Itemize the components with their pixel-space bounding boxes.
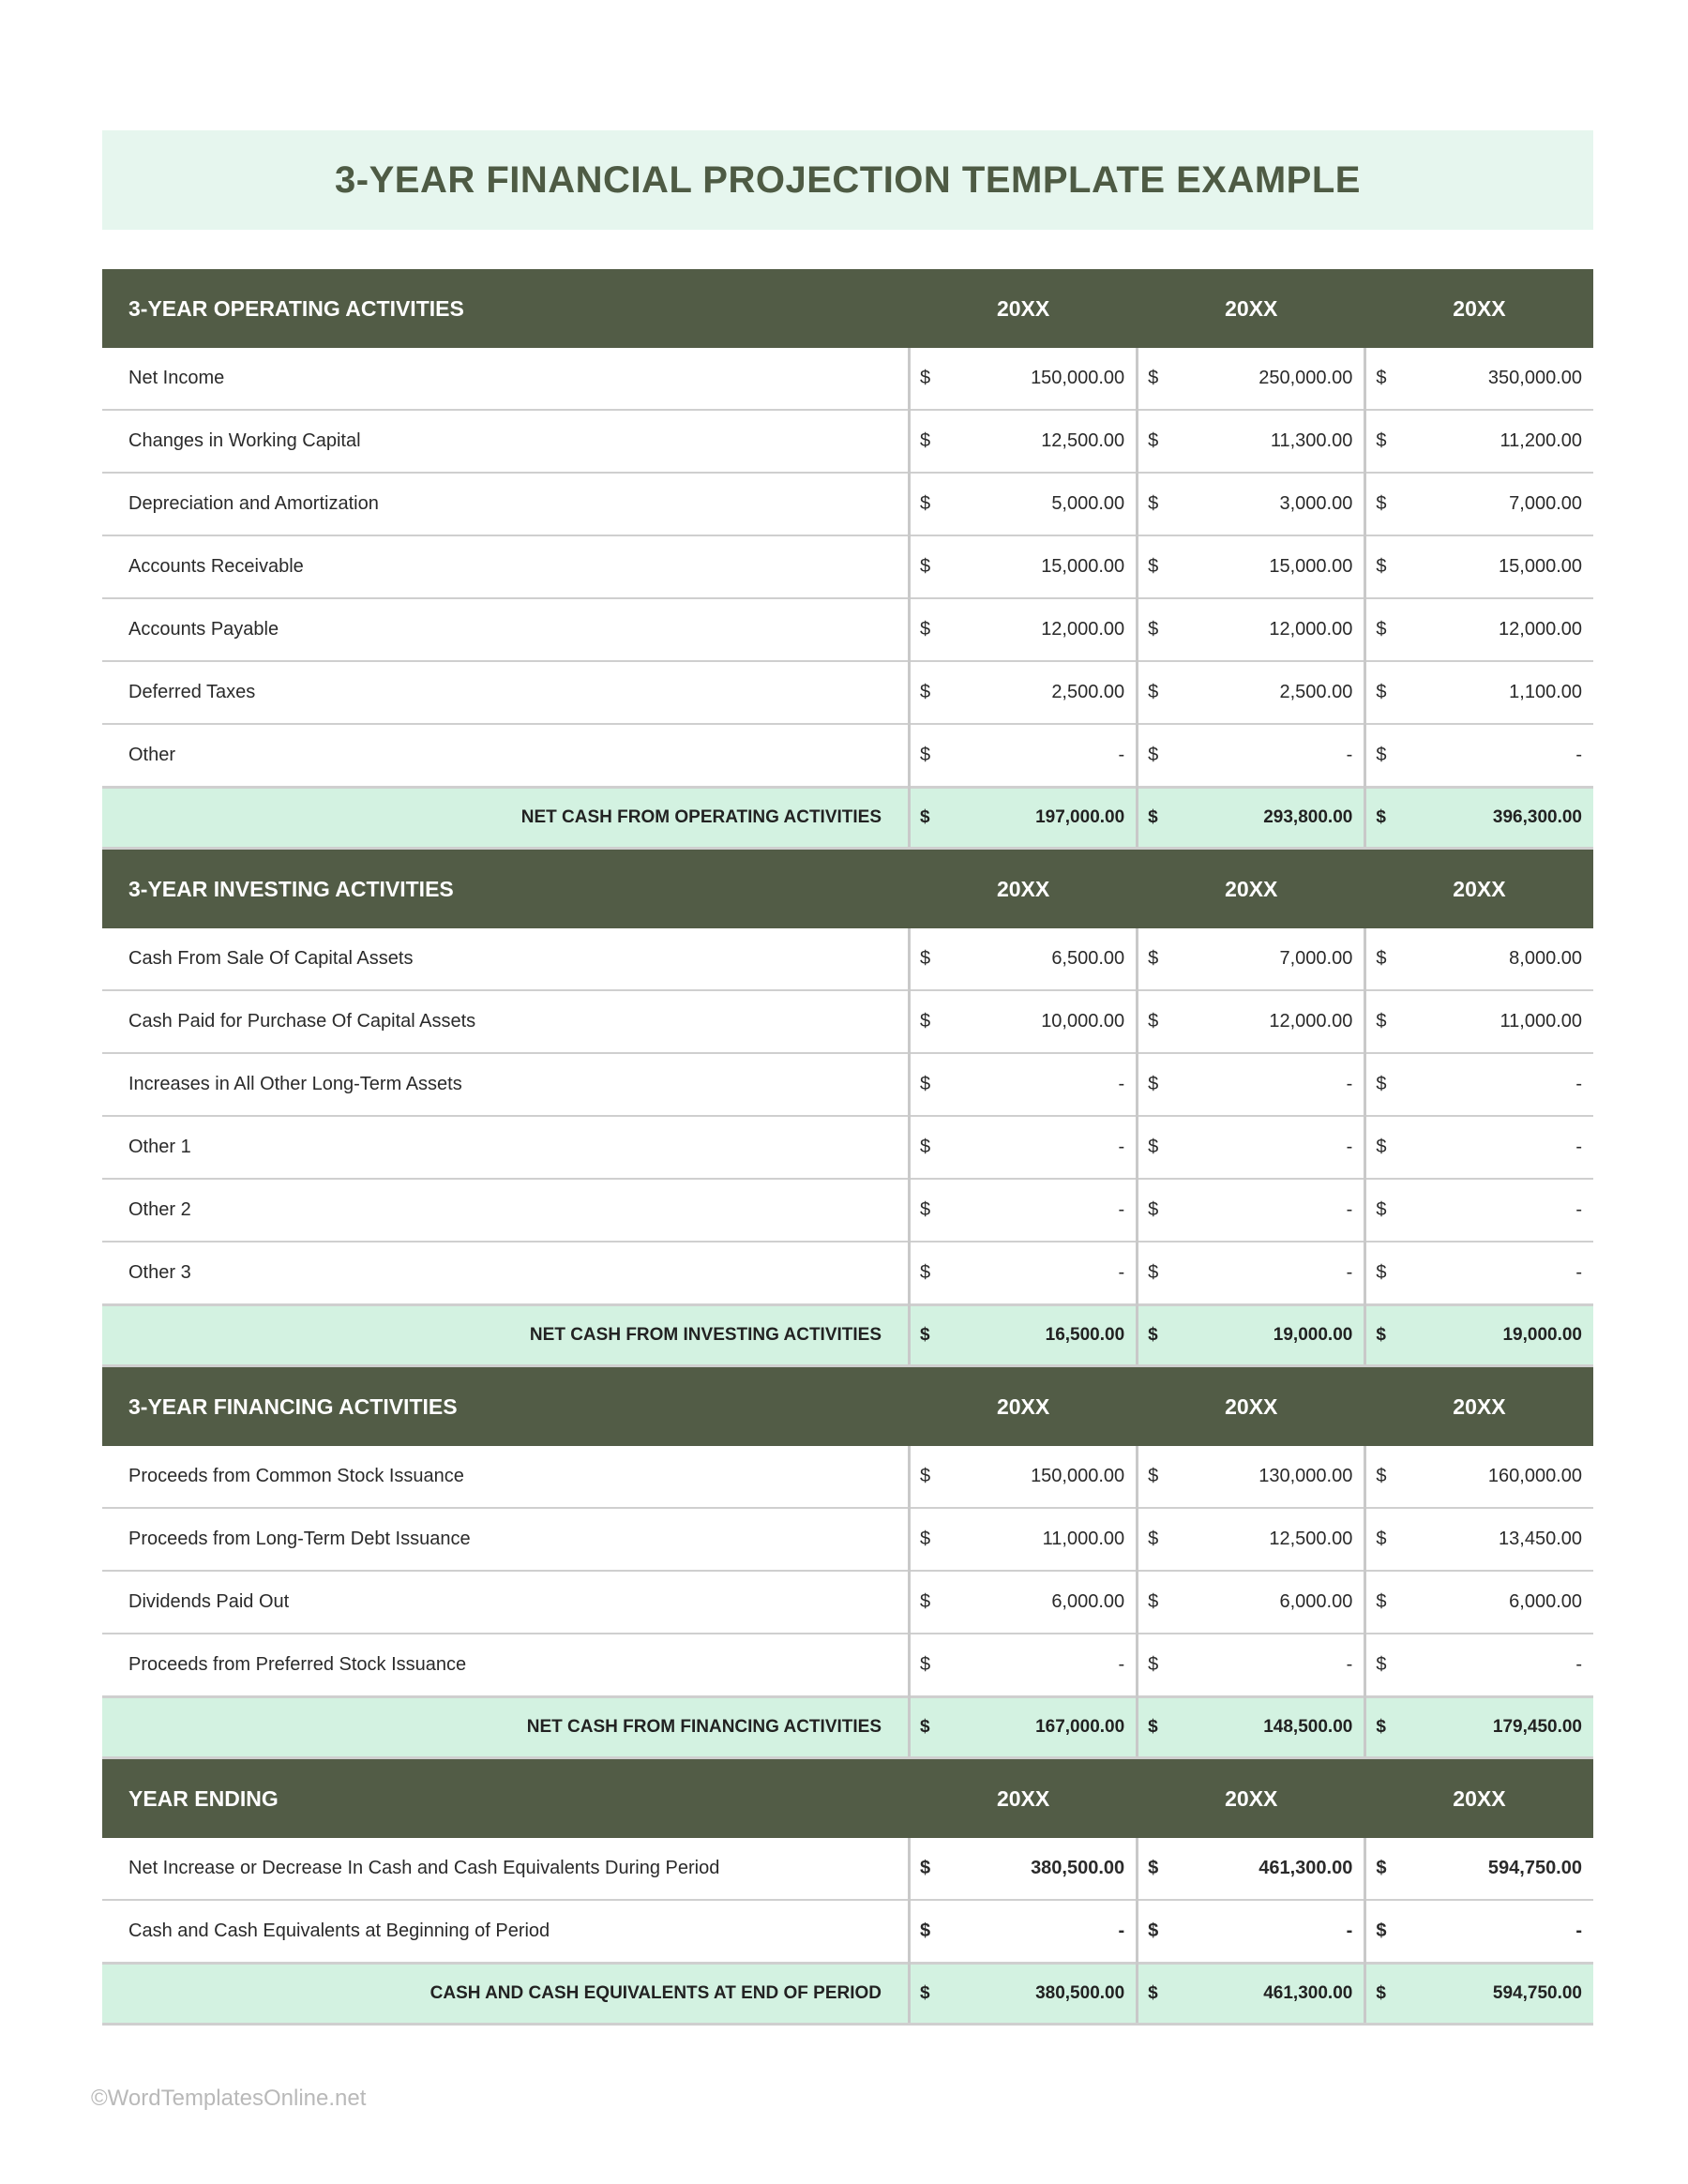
amount-cell: 15,000.00 — [1392, 535, 1593, 598]
currency-symbol: $ — [1365, 1305, 1392, 1366]
amount-cell: 12,000.00 — [1164, 990, 1365, 1053]
currency-symbol: $ — [1365, 661, 1392, 724]
currency-symbol: $ — [910, 1446, 936, 1508]
amount-cell: 12,000.00 — [1164, 598, 1365, 661]
row-label: Net Increase or Decrease In Cash and Cash Equivalents During Period — [102, 1838, 910, 1900]
row-label: Other 3 — [102, 1242, 910, 1305]
currency-symbol: $ — [1365, 1697, 1392, 1758]
total-amount-cell: 461,300.00 — [1164, 1964, 1365, 2025]
currency-symbol: $ — [1138, 1179, 1164, 1242]
currency-symbol: $ — [910, 1242, 936, 1305]
currency-symbol: $ — [910, 928, 936, 990]
row-label: Cash and Cash Equivalents at Beginning of Period — [102, 1900, 910, 1964]
year-column-heading: 20XX — [1138, 1366, 1365, 1447]
row-label: Proceeds from Long-Term Debt Issuance — [102, 1508, 910, 1571]
table-row — [102, 1116, 1593, 1179]
currency-symbol: $ — [1138, 1242, 1164, 1305]
currency-symbol: $ — [1138, 1634, 1164, 1697]
currency-symbol: $ — [1365, 1634, 1392, 1697]
currency-symbol: $ — [910, 788, 936, 849]
amount-cell: 11,200.00 — [1392, 410, 1593, 473]
amount-cell: - — [936, 1634, 1138, 1697]
year-column-heading: 20XX — [1365, 849, 1593, 929]
amount-cell: 6,000.00 — [1164, 1571, 1365, 1634]
amount-cell: - — [1392, 1179, 1593, 1242]
total-row — [102, 1964, 1593, 2025]
currency-symbol: $ — [910, 1179, 936, 1242]
row-label: Increases in All Other Long-Term Assets — [102, 1053, 910, 1116]
total-amount-cell: 167,000.00 — [936, 1697, 1138, 1758]
amount-cell: - — [1392, 1053, 1593, 1116]
amount-cell: - — [1392, 1900, 1593, 1964]
currency-symbol: $ — [910, 1116, 936, 1179]
row-label: Cash Paid for Purchase Of Capital Assets — [102, 990, 910, 1053]
currency-symbol: $ — [1138, 1900, 1164, 1964]
total-row — [102, 1697, 1593, 1758]
currency-symbol: $ — [1365, 535, 1392, 598]
table-row — [102, 535, 1593, 598]
amount-cell: 6,000.00 — [936, 1571, 1138, 1634]
year-column-heading: 20XX — [1138, 1758, 1365, 1839]
amount-cell: - — [1164, 1053, 1365, 1116]
table-row — [102, 1838, 1593, 1900]
row-label: Other 2 — [102, 1179, 910, 1242]
amount-cell: 6,500.00 — [936, 928, 1138, 990]
currency-symbol: $ — [1365, 1571, 1392, 1634]
amount-cell: 2,500.00 — [936, 661, 1138, 724]
amount-cell: 15,000.00 — [936, 535, 1138, 598]
table-row — [102, 1446, 1593, 1508]
section-header — [102, 269, 1593, 348]
amount-cell: 15,000.00 — [1164, 535, 1365, 598]
amount-cell: 160,000.00 — [1392, 1446, 1593, 1508]
amount-cell: - — [1392, 1242, 1593, 1305]
amount-cell: - — [1164, 1242, 1365, 1305]
year-column-heading: 20XX — [1365, 1366, 1593, 1447]
row-label: Cash From Sale Of Capital Assets — [102, 928, 910, 990]
currency-symbol: $ — [1365, 1964, 1392, 2025]
currency-symbol: $ — [910, 1838, 936, 1900]
currency-symbol: $ — [1365, 1179, 1392, 1242]
currency-symbol: $ — [910, 1053, 936, 1116]
currency-symbol: $ — [1138, 724, 1164, 788]
total-amount-cell: 19,000.00 — [1392, 1305, 1593, 1366]
amount-cell: - — [936, 1053, 1138, 1116]
section-heading: 3-YEAR INVESTING ACTIVITIES — [102, 849, 910, 929]
year-column-heading: 20XX — [1365, 269, 1593, 348]
amount-cell: - — [1164, 1179, 1365, 1242]
currency-symbol: $ — [1138, 598, 1164, 661]
amount-cell: 130,000.00 — [1164, 1446, 1365, 1508]
amount-cell: 150,000.00 — [936, 1446, 1138, 1508]
currency-symbol: $ — [1365, 928, 1392, 990]
section-heading: YEAR ENDING — [102, 1758, 910, 1839]
currency-symbol: $ — [1138, 661, 1164, 724]
currency-symbol: $ — [1138, 1305, 1164, 1366]
amount-cell: 6,000.00 — [1392, 1571, 1593, 1634]
section-heading: 3-YEAR FINANCING ACTIVITIES — [102, 1366, 910, 1447]
amount-cell: 10,000.00 — [936, 990, 1138, 1053]
currency-symbol: $ — [910, 990, 936, 1053]
amount-cell: 11,000.00 — [936, 1508, 1138, 1571]
amount-cell: - — [1392, 1634, 1593, 1697]
currency-symbol: $ — [1365, 1446, 1392, 1508]
table-row — [102, 1634, 1593, 1697]
currency-symbol: $ — [1365, 1508, 1392, 1571]
total-label: NET CASH FROM OPERATING ACTIVITIES — [102, 788, 910, 849]
currency-symbol: $ — [910, 1508, 936, 1571]
amount-cell: - — [936, 1116, 1138, 1179]
row-label: Proceeds from Common Stock Issuance — [102, 1446, 910, 1508]
amount-cell: 12,500.00 — [936, 410, 1138, 473]
table-row — [102, 410, 1593, 473]
currency-symbol: $ — [1365, 1053, 1392, 1116]
total-amount-cell: 197,000.00 — [936, 788, 1138, 849]
currency-symbol: $ — [910, 473, 936, 535]
currency-symbol: $ — [910, 724, 936, 788]
amount-cell: 12,500.00 — [1164, 1508, 1365, 1571]
total-row — [102, 788, 1593, 849]
currency-symbol: $ — [1365, 348, 1392, 410]
row-label: Other 1 — [102, 1116, 910, 1179]
table-row — [102, 661, 1593, 724]
footer-watermark: ©WordTemplatesOnline.net — [91, 2086, 367, 2111]
amount-cell: 150,000.00 — [936, 348, 1138, 410]
currency-symbol: $ — [1138, 1964, 1164, 2025]
year-column-heading: 20XX — [1138, 269, 1365, 348]
amount-cell: - — [1164, 1634, 1365, 1697]
row-label: Dividends Paid Out — [102, 1571, 910, 1634]
table-row — [102, 1242, 1593, 1305]
row-label: Other — [102, 724, 910, 788]
amount-cell: 8,000.00 — [1392, 928, 1593, 990]
year-column-heading: 20XX — [1365, 1758, 1593, 1839]
currency-symbol: $ — [910, 598, 936, 661]
row-label: Accounts Receivable — [102, 535, 910, 598]
table-row — [102, 348, 1593, 410]
section-heading: 3-YEAR OPERATING ACTIVITIES — [102, 269, 910, 348]
currency-symbol: $ — [910, 661, 936, 724]
total-amount-cell: 19,000.00 — [1164, 1305, 1365, 1366]
row-label: Proceeds from Preferred Stock Issuance — [102, 1634, 910, 1697]
amount-cell: 7,000.00 — [1164, 928, 1365, 990]
currency-symbol: $ — [1365, 1116, 1392, 1179]
total-amount-cell: 594,750.00 — [1392, 1964, 1593, 2025]
row-label: Deferred Taxes — [102, 661, 910, 724]
row-label: Changes in Working Capital — [102, 410, 910, 473]
total-amount-cell: 380,500.00 — [936, 1964, 1138, 2025]
amount-cell: - — [936, 1179, 1138, 1242]
amount-cell: 12,000.00 — [1392, 598, 1593, 661]
amount-cell: 11,000.00 — [1392, 990, 1593, 1053]
table-row — [102, 598, 1593, 661]
year-column-heading: 20XX — [910, 1758, 1138, 1839]
currency-symbol: $ — [910, 1964, 936, 2025]
year-column-heading: 20XX — [910, 269, 1138, 348]
amount-cell: 12,000.00 — [936, 598, 1138, 661]
currency-symbol: $ — [910, 535, 936, 598]
amount-cell: 350,000.00 — [1392, 348, 1593, 410]
title-banner — [102, 130, 1593, 230]
section-header — [102, 1366, 1593, 1447]
currency-symbol: $ — [1365, 990, 1392, 1053]
amount-cell: 594,750.00 — [1392, 1838, 1593, 1900]
currency-symbol: $ — [1365, 788, 1392, 849]
amount-cell: 250,000.00 — [1164, 348, 1365, 410]
table-row — [102, 724, 1593, 788]
currency-symbol: $ — [1138, 1053, 1164, 1116]
currency-symbol: $ — [1138, 1116, 1164, 1179]
amount-cell: 3,000.00 — [1164, 473, 1365, 535]
currency-symbol: $ — [910, 1634, 936, 1697]
currency-symbol: $ — [1138, 410, 1164, 473]
amount-cell: 2,500.00 — [1164, 661, 1365, 724]
currency-symbol: $ — [1138, 1571, 1164, 1634]
table-row — [102, 1900, 1593, 1964]
currency-symbol: $ — [1138, 1446, 1164, 1508]
currency-symbol: $ — [1365, 1242, 1392, 1305]
currency-symbol: $ — [1138, 788, 1164, 849]
currency-symbol: $ — [1365, 473, 1392, 535]
total-amount-cell: 396,300.00 — [1392, 788, 1593, 849]
row-label: Accounts Payable — [102, 598, 910, 661]
amount-cell: - — [936, 1900, 1138, 1964]
currency-symbol: $ — [910, 1305, 936, 1366]
total-amount-cell: 293,800.00 — [1164, 788, 1365, 849]
currency-symbol: $ — [1138, 928, 1164, 990]
currency-symbol: $ — [1138, 1838, 1164, 1900]
total-row — [102, 1305, 1593, 1366]
year-column-heading: 20XX — [910, 849, 1138, 929]
currency-symbol: $ — [910, 1571, 936, 1634]
currency-symbol: $ — [1138, 990, 1164, 1053]
year-column-heading: 20XX — [910, 1366, 1138, 1447]
amount-cell: - — [936, 724, 1138, 788]
currency-symbol: $ — [1138, 535, 1164, 598]
amount-cell: - — [1392, 1116, 1593, 1179]
amount-cell: - — [1164, 1900, 1365, 1964]
table-row — [102, 1508, 1593, 1571]
row-label: Depreciation and Amortization — [102, 473, 910, 535]
total-label: CASH AND CASH EQUIVALENTS AT END OF PERIOD — [102, 1964, 910, 2025]
currency-symbol: $ — [1365, 1838, 1392, 1900]
amount-cell: - — [1392, 724, 1593, 788]
amount-cell: 5,000.00 — [936, 473, 1138, 535]
total-amount-cell: 179,450.00 — [1392, 1697, 1593, 1758]
currency-symbol: $ — [910, 410, 936, 473]
currency-symbol: $ — [1365, 1900, 1392, 1964]
table-row — [102, 473, 1593, 535]
total-label: NET CASH FROM FINANCING ACTIVITIES — [102, 1697, 910, 1758]
year-column-heading: 20XX — [1138, 849, 1365, 929]
section-header — [102, 1758, 1593, 1839]
amount-cell: - — [1164, 1116, 1365, 1179]
amount-cell: - — [1164, 724, 1365, 788]
currency-symbol: $ — [910, 1900, 936, 1964]
amount-cell: 7,000.00 — [1392, 473, 1593, 535]
financial-projection-table — [102, 269, 1593, 2026]
table-row — [102, 928, 1593, 990]
total-amount-cell: 16,500.00 — [936, 1305, 1138, 1366]
page-title: 3-YEAR FINANCIAL PROJECTION TEMPLATE EXAMPLE — [335, 158, 1361, 201]
amount-cell: 1,100.00 — [1392, 661, 1593, 724]
currency-symbol: $ — [1365, 598, 1392, 661]
currency-symbol: $ — [910, 1697, 936, 1758]
total-amount-cell: 148,500.00 — [1164, 1697, 1365, 1758]
table-row — [102, 990, 1593, 1053]
table-row — [102, 1053, 1593, 1116]
amount-cell: - — [936, 1242, 1138, 1305]
section-header — [102, 849, 1593, 929]
currency-symbol: $ — [1138, 1697, 1164, 1758]
total-label: NET CASH FROM INVESTING ACTIVITIES — [102, 1305, 910, 1366]
currency-symbol: $ — [1138, 1508, 1164, 1571]
amount-cell: 11,300.00 — [1164, 410, 1365, 473]
currency-symbol: $ — [1138, 348, 1164, 410]
row-label: Net Income — [102, 348, 910, 410]
amount-cell: 380,500.00 — [936, 1838, 1138, 1900]
currency-symbol: $ — [910, 348, 936, 410]
table-row — [102, 1571, 1593, 1634]
currency-symbol: $ — [1138, 473, 1164, 535]
currency-symbol: $ — [1365, 410, 1392, 473]
currency-symbol: $ — [1365, 724, 1392, 788]
amount-cell: 13,450.00 — [1392, 1508, 1593, 1571]
amount-cell: 461,300.00 — [1164, 1838, 1365, 1900]
table-row — [102, 1179, 1593, 1242]
